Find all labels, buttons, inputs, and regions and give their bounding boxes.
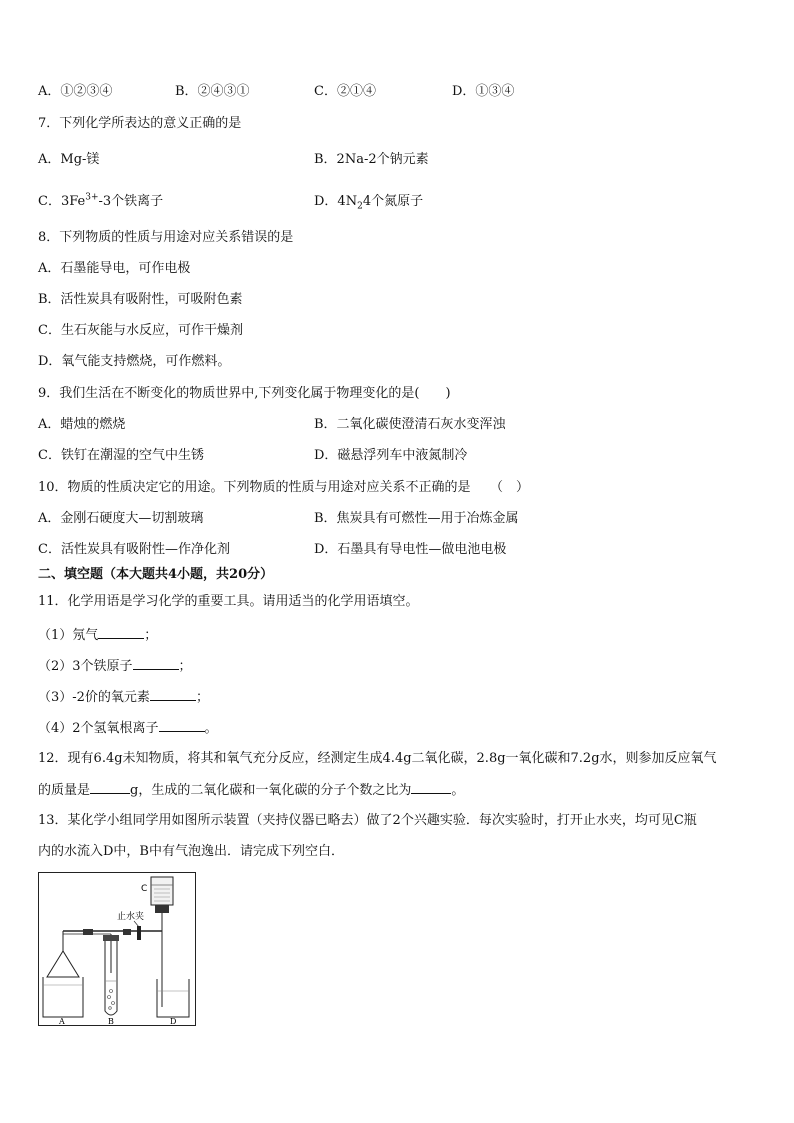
q11-part-2: （2）3个铁原子 ； [38, 659, 192, 674]
q11-part-3: （3）-2价的氧元素 ； [38, 690, 209, 705]
q10-stem: 10．物质的性质决定它的用途。下列物质的性质与用途对应关系不正确的是 （ ） [38, 480, 530, 495]
clip-icon [137, 926, 141, 940]
beaker-a [43, 977, 83, 1017]
stopper-c [155, 905, 169, 913]
answer-blank[interactable] [150, 688, 196, 701]
label-b: B [108, 1017, 114, 1025]
q9-option-a: A．蜡烛的燃烧 [38, 417, 126, 432]
q8-option-c: C．生石灰能与水反应，可作干燥剂 [38, 323, 243, 338]
q8-option-b: B．活性炭具有吸附性，可吸附色素 [38, 292, 243, 307]
apparatus-figure [38, 872, 196, 1026]
label-clip: 止水夹 [117, 912, 145, 922]
q8-option-a: A．石墨能导电，可作电极 [38, 261, 191, 276]
q6-option-a: A．①②③④ [38, 84, 113, 99]
q10-option-a: A．金刚石硬度大—切割玻璃 [38, 511, 204, 526]
q9-option-c: C．铁钉在潮湿的空气中生锈 [38, 448, 204, 463]
answer-blank[interactable] [133, 657, 179, 670]
q8-stem: 8．下列物质的性质与用途对应关系错误的是 [38, 230, 294, 245]
q9-option-d: D．磁悬浮列车中液氮制冷 [314, 448, 468, 463]
answer-blank[interactable] [159, 719, 205, 732]
q6-option-b: B．②④③① [175, 84, 250, 99]
q6-option-d: D．①③④ [452, 84, 515, 99]
answer-blank[interactable] [98, 626, 144, 639]
q13-line-1: 13．某化学小组同学用如图所示装置（夹持仪器已略去）做了2个兴趣实验．每次实验时，打开止水夹，均可见C瓶 [38, 813, 697, 828]
q11-part-4: （4）2个氢氧根离子 。 [38, 721, 218, 736]
q13-line-2: 内的水流入D中，B中有气泡逸出．请完成下列空白． [38, 844, 344, 859]
q10-option-d: D．石墨具有导电性—做电池电极 [314, 542, 507, 557]
answer-blank[interactable] [411, 781, 451, 794]
q9-option-b: B．二氧化碳使澄清石灰水变浑浊 [314, 417, 506, 432]
section-heading-fill-in: 二、填空题（本大题共4小题，共20分） [38, 567, 274, 582]
q10-option-b: B．焦炭具有可燃性—用于冶炼金属 [314, 511, 519, 526]
label-d: D [170, 1017, 177, 1025]
q11-part-1: （1）氖气 ； [38, 628, 158, 643]
q7-stem: 7．下列化学所表达的意义正确的是 [38, 116, 242, 131]
q6-option-c: C．②①④ [314, 84, 376, 99]
funnel-a [47, 951, 79, 977]
q9-stem: 9．我们生活在不断变化的物质世界中,下列变化属于物理变化的是( ) [38, 386, 451, 401]
q7-option-d: D．$4N_24$个氮原子 [314, 194, 424, 212]
label-a: A [59, 1017, 65, 1025]
q12-line-1: 12．现有6.4g未知物质，将其和氧气充分反应，经测定生成4.4g二氧化碳，2.8g一氧化碳和7.2g水，则参加反应氧气 [38, 751, 717, 766]
answer-blank[interactable] [90, 781, 130, 794]
q12-line-2: 的质量是 g，生成的二氧化碳和一氧化碳的分子个数之比为 。 [38, 783, 465, 798]
q10-option-c: C．活性炭具有吸附性—作净化剂 [38, 542, 230, 557]
apparatus-diagram [39, 873, 195, 1025]
q7-option-b: B．2Na-2个钠元素 [314, 152, 429, 167]
label-c: C [141, 884, 148, 894]
q7-option-c: C．$3Fe^{3+}-3$个铁离子 [38, 192, 164, 209]
q11-stem: 11．化学用语是学习化学的重要工具。请用适当的化学用语填空。 [38, 594, 419, 609]
q7-option-a: A．Mg-镁 [38, 152, 100, 167]
q8-option-d: D．氧气能支持燃烧，可作燃料。 [38, 354, 231, 369]
